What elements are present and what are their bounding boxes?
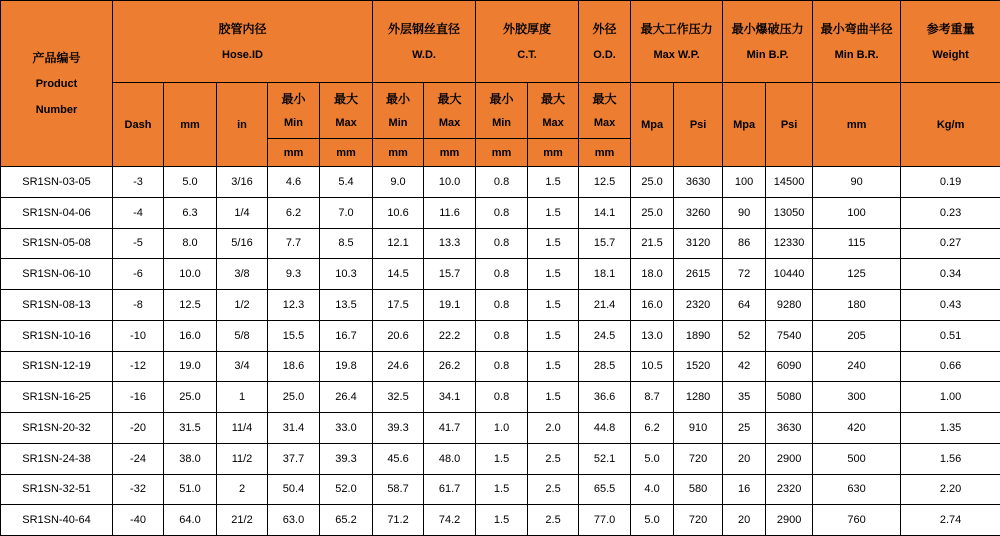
bp-mpa-cell: 25: [723, 413, 766, 444]
id-min-zh: 最小: [281, 91, 306, 106]
wd-min-cell: 58.7: [373, 474, 424, 505]
id-mm-cell: 64.0: [164, 505, 217, 536]
bp-psi-cell: 6090: [766, 351, 813, 382]
ct-max-cell: 1.5: [528, 382, 579, 413]
weight-cell: 1.00: [901, 382, 1000, 413]
id-in-cell: 3/16: [217, 167, 268, 198]
wd-max-cell: 74.2: [424, 505, 476, 536]
ct-max-cell: 2.5: [528, 474, 579, 505]
table-row: [1, 290, 1000, 321]
id-in-cell: 11/2: [217, 443, 268, 474]
wp-psi-cell: 3120: [674, 228, 723, 259]
id-min-cell: 31.4: [268, 413, 320, 444]
od-header-zh: 外径: [592, 21, 617, 36]
id-mm-cell: 16.0: [164, 320, 217, 351]
ct-min-cell: 0.8: [476, 320, 528, 351]
dash-cell: -6: [113, 259, 164, 290]
product-number-cell: SR1SN-32-51: [1, 474, 113, 505]
bp-psi-cell: 10440: [766, 259, 813, 290]
product-number-cell: SR1SN-08-13: [1, 290, 113, 321]
subheader-wd-min: [373, 83, 424, 139]
id-in-cell: 11/4: [217, 413, 268, 444]
product-header-zh: 产品编号: [32, 50, 81, 65]
unit-wd-max-mm: mm: [424, 139, 476, 167]
od-max-cell: 77.0: [579, 505, 631, 536]
bp-psi-cell: 13050: [766, 197, 813, 228]
wp-mpa-cell: 13.0: [631, 320, 674, 351]
ct-header-zh: 外胶厚度: [503, 21, 552, 36]
wd-max-cell: 41.7: [424, 413, 476, 444]
id-max-cell: 65.2: [320, 505, 373, 536]
id-max-en: Max: [335, 116, 357, 129]
ct-max-cell: 1.5: [528, 290, 579, 321]
dash-cell: -3: [113, 167, 164, 198]
od-max-cell: 18.1: [579, 259, 631, 290]
table-row: [1, 413, 1000, 444]
subheader-id-max: [320, 83, 373, 139]
weight-cell: 0.66: [901, 351, 1000, 382]
ct-max-cell: 1.5: [528, 351, 579, 382]
col-header-outer-diameter: [579, 1, 631, 83]
wp-psi-cell: 580: [674, 474, 723, 505]
id-min-cell: 25.0: [268, 382, 320, 413]
wd-max-cell: 11.6: [424, 197, 476, 228]
product-header-en-line1: Product: [35, 77, 78, 90]
wp-psi-cell: 1280: [674, 382, 723, 413]
subheader-br-mm: mm: [813, 83, 901, 167]
weight-cell: 2.20: [901, 474, 1000, 505]
wd-min-cell: 39.3: [373, 413, 424, 444]
bp-mpa-cell: 35: [723, 382, 766, 413]
ct-max-cell: 2.5: [528, 443, 579, 474]
ct-max-zh: 最大: [541, 91, 566, 106]
ct-max-cell: 1.5: [528, 167, 579, 198]
product-number-cell: SR1SN-04-06: [1, 197, 113, 228]
id-in-cell: 1/2: [217, 290, 268, 321]
col-header-cover-thickness: [476, 1, 579, 83]
ct-header-en: C.T.: [517, 48, 537, 61]
ct-min-zh: 最小: [489, 91, 514, 106]
dash-cell: -12: [113, 351, 164, 382]
wd-min-cell: 71.2: [373, 505, 424, 536]
ct-min-cell: 1.5: [476, 474, 528, 505]
od-max-cell: 12.5: [579, 167, 631, 198]
id-in-cell: 21/2: [217, 505, 268, 536]
wp-psi-cell: 720: [674, 443, 723, 474]
id-mm-cell: 19.0: [164, 351, 217, 382]
wp-mpa-cell: 10.5: [631, 351, 674, 382]
min-br-header-zh: 最小弯曲半径: [820, 21, 893, 36]
unit-ct-max-mm: mm: [528, 139, 579, 167]
id-max-cell: 26.4: [320, 382, 373, 413]
min-br-header-en: Min B.R.: [834, 48, 879, 61]
wp-mpa-cell: 5.0: [631, 505, 674, 536]
wp-mpa-cell: 18.0: [631, 259, 674, 290]
id-in-cell: 5/16: [217, 228, 268, 259]
od-max-cell: 36.6: [579, 382, 631, 413]
wp-mpa-cell: 6.2: [631, 413, 674, 444]
id-mm-cell: 10.0: [164, 259, 217, 290]
od-max-en: Max: [593, 116, 616, 129]
id-mm-cell: 25.0: [164, 382, 217, 413]
br-mm-cell: 115: [813, 228, 901, 259]
weight-cell: 0.43: [901, 290, 1000, 321]
ct-max-en: Max: [542, 116, 564, 129]
dash-cell: -10: [113, 320, 164, 351]
wd-max-cell: 19.1: [424, 290, 476, 321]
ct-max-cell: 1.5: [528, 320, 579, 351]
wp-psi-cell: 2615: [674, 259, 723, 290]
table-row: [1, 259, 1000, 290]
wp-psi-cell: 3630: [674, 167, 723, 198]
col-header-weight: [901, 1, 1000, 83]
ct-max-cell: 2.0: [528, 413, 579, 444]
dash-cell: -24: [113, 443, 164, 474]
od-max-cell: 52.1: [579, 443, 631, 474]
unit-ct-min-mm: mm: [476, 139, 528, 167]
id-mm-cell: 38.0: [164, 443, 217, 474]
id-mm-cell: 6.3: [164, 197, 217, 228]
bp-psi-cell: 2320: [766, 474, 813, 505]
table-row: [1, 443, 1000, 474]
wd-max-cell: 15.7: [424, 259, 476, 290]
subheader-dash: Dash: [113, 83, 164, 167]
br-mm-cell: 420: [813, 413, 901, 444]
subheader-id-min: [268, 83, 320, 139]
wp-mpa-cell: 25.0: [631, 197, 674, 228]
min-bp-header-zh: 最小爆破压力: [731, 21, 804, 36]
weight-header-en: Weight: [932, 48, 969, 61]
product-number-cell: SR1SN-06-10: [1, 259, 113, 290]
col-header-product-number: [1, 1, 113, 167]
bp-mpa-cell: 42: [723, 351, 766, 382]
bp-mpa-cell: 20: [723, 505, 766, 536]
hose-id-header-en: Hose.ID: [222, 48, 263, 61]
product-number-cell: SR1SN-40-64: [1, 505, 113, 536]
id-mm-cell: 8.0: [164, 228, 217, 259]
table-row: [1, 351, 1000, 382]
wd-max-cell: 26.2: [424, 351, 476, 382]
id-min-cell: 15.5: [268, 320, 320, 351]
wd-max-cell: 10.0: [424, 167, 476, 198]
id-mm-cell: 31.5: [164, 413, 217, 444]
wd-min-en: Min: [388, 116, 408, 129]
table-body: [1, 167, 1000, 536]
ct-max-cell: 1.5: [528, 197, 579, 228]
br-mm-cell: 180: [813, 290, 901, 321]
min-bp-header-en: Min B.P.: [746, 48, 789, 61]
wd-min-zh: 最小: [386, 91, 411, 106]
wd-min-cell: 24.6: [373, 351, 424, 382]
bp-psi-cell: 7540: [766, 320, 813, 351]
id-max-zh: 最大: [334, 91, 359, 106]
ct-min-cell: 0.8: [476, 382, 528, 413]
dash-cell: -32: [113, 474, 164, 505]
product-number-cell: SR1SN-20-32: [1, 413, 113, 444]
bp-mpa-cell: 52: [723, 320, 766, 351]
bp-psi-cell: 3630: [766, 413, 813, 444]
wd-max-cell: 13.3: [424, 228, 476, 259]
id-min-cell: 63.0: [268, 505, 320, 536]
wd-min-cell: 9.0: [373, 167, 424, 198]
hose-id-header-zh: 胶管内径: [218, 21, 267, 36]
bp-mpa-cell: 72: [723, 259, 766, 290]
id-in-cell: 5/8: [217, 320, 268, 351]
ct-max-cell: 2.5: [528, 505, 579, 536]
wd-min-cell: 20.6: [373, 320, 424, 351]
od-max-cell: 14.1: [579, 197, 631, 228]
id-in-cell: 1: [217, 382, 268, 413]
ct-min-cell: 0.8: [476, 351, 528, 382]
product-number-cell: SR1SN-24-38: [1, 443, 113, 474]
wd-max-cell: 22.2: [424, 320, 476, 351]
id-max-cell: 10.3: [320, 259, 373, 290]
wd-max-en: Max: [438, 116, 461, 129]
ct-min-cell: 1.0: [476, 413, 528, 444]
table-row: [1, 320, 1000, 351]
wd-min-cell: 12.1: [373, 228, 424, 259]
od-header-en: O.D.: [593, 48, 616, 61]
unit-id-min-mm: mm: [268, 139, 320, 167]
id-mm-cell: 5.0: [164, 167, 217, 198]
ct-min-cell: 1.5: [476, 443, 528, 474]
id-max-cell: 16.7: [320, 320, 373, 351]
ct-max-cell: 1.5: [528, 259, 579, 290]
dash-cell: -20: [113, 413, 164, 444]
wd-max-cell: 61.7: [424, 474, 476, 505]
bp-psi-cell: 2900: [766, 443, 813, 474]
od-max-cell: 44.8: [579, 413, 631, 444]
wp-mpa-cell: 16.0: [631, 290, 674, 321]
subheader-weight-kgm: Kg/m: [901, 83, 1000, 167]
id-min-cell: 50.4: [268, 474, 320, 505]
br-mm-cell: 500: [813, 443, 901, 474]
id-max-cell: 19.8: [320, 351, 373, 382]
wp-mpa-cell: 8.7: [631, 382, 674, 413]
id-max-cell: 13.5: [320, 290, 373, 321]
id-in-cell: 3/4: [217, 351, 268, 382]
subheader-ct-min: [476, 83, 528, 139]
weight-cell: 0.19: [901, 167, 1000, 198]
wd-max-zh: 最大: [437, 91, 462, 106]
wd-min-cell: 14.5: [373, 259, 424, 290]
subheader-bp-mpa: Mpa: [723, 83, 766, 167]
wp-mpa-cell: 5.0: [631, 443, 674, 474]
ct-min-cell: 0.8: [476, 167, 528, 198]
col-header-hose-id: [113, 1, 373, 83]
col-header-wire-diameter: [373, 1, 476, 83]
unit-wd-min-mm: mm: [373, 139, 424, 167]
od-max-cell: 65.5: [579, 474, 631, 505]
id-min-cell: 18.6: [268, 351, 320, 382]
bp-psi-cell: 14500: [766, 167, 813, 198]
wp-psi-cell: 3260: [674, 197, 723, 228]
wd-min-cell: 32.5: [373, 382, 424, 413]
subheader-bp-psi: Psi: [766, 83, 813, 167]
bp-mpa-cell: 90: [723, 197, 766, 228]
id-max-cell: 5.4: [320, 167, 373, 198]
id-mm-cell: 12.5: [164, 290, 217, 321]
dash-cell: -5: [113, 228, 164, 259]
br-mm-cell: 205: [813, 320, 901, 351]
table-row: [1, 474, 1000, 505]
id-in-cell: 2: [217, 474, 268, 505]
col-header-max-working-pressure: [631, 1, 723, 83]
bp-psi-cell: 2900: [766, 505, 813, 536]
product-number-cell: SR1SN-03-05: [1, 167, 113, 198]
wp-psi-cell: 720: [674, 505, 723, 536]
wd-min-cell: 10.6: [373, 197, 424, 228]
weight-header-zh: 参考重量: [926, 21, 975, 36]
table-row: [1, 382, 1000, 413]
weight-cell: 0.51: [901, 320, 1000, 351]
id-max-cell: 8.5: [320, 228, 373, 259]
ct-min-en: Min: [492, 116, 512, 129]
ct-min-cell: 0.8: [476, 228, 528, 259]
bp-mpa-cell: 20: [723, 443, 766, 474]
unit-od-max-mm: mm: [579, 139, 631, 167]
id-max-cell: 39.3: [320, 443, 373, 474]
ct-min-cell: 0.8: [476, 197, 528, 228]
wd-min-cell: 17.5: [373, 290, 424, 321]
unit-id-max-mm: mm: [320, 139, 373, 167]
od-max-cell: 21.4: [579, 290, 631, 321]
dash-cell: -40: [113, 505, 164, 536]
max-wp-header-zh: 最大工作压力: [640, 21, 713, 36]
id-in-cell: 3/8: [217, 259, 268, 290]
od-max-cell: 28.5: [579, 351, 631, 382]
wd-header-zh: 外层钢丝直径: [388, 21, 461, 36]
product-number-cell: SR1SN-12-19: [1, 351, 113, 382]
table-row: [1, 228, 1000, 259]
subheader-wd-max: [424, 83, 476, 139]
table-row: [1, 505, 1000, 536]
subheader-wp-mpa: Mpa: [631, 83, 674, 167]
wp-mpa-cell: 25.0: [631, 167, 674, 198]
product-number-cell: SR1SN-16-25: [1, 382, 113, 413]
wd-header-en: W.D.: [412, 48, 436, 61]
table-row: [1, 167, 1000, 198]
id-min-cell: 4.6: [268, 167, 320, 198]
br-mm-cell: 125: [813, 259, 901, 290]
id-mm-cell: 51.0: [164, 474, 217, 505]
max-wp-header-en: Max W.P.: [653, 48, 700, 61]
br-mm-cell: 240: [813, 351, 901, 382]
subheader-id-in: in: [217, 83, 268, 167]
bp-psi-cell: 12330: [766, 228, 813, 259]
subheader-od-max: [579, 83, 631, 139]
id-min-cell: 37.7: [268, 443, 320, 474]
bp-psi-cell: 9280: [766, 290, 813, 321]
id-max-cell: 33.0: [320, 413, 373, 444]
br-mm-cell: 90: [813, 167, 901, 198]
subheader-wp-psi: Psi: [674, 83, 723, 167]
weight-cell: 0.23: [901, 197, 1000, 228]
id-min-en: Min: [284, 116, 303, 129]
bp-mpa-cell: 64: [723, 290, 766, 321]
od-max-cell: 24.5: [579, 320, 631, 351]
weight-cell: 0.27: [901, 228, 1000, 259]
ct-min-cell: 0.8: [476, 259, 528, 290]
wp-psi-cell: 1520: [674, 351, 723, 382]
br-mm-cell: 760: [813, 505, 901, 536]
table-header: [1, 1, 1000, 167]
id-min-cell: 9.3: [268, 259, 320, 290]
dash-cell: -16: [113, 382, 164, 413]
wd-max-cell: 34.1: [424, 382, 476, 413]
id-max-cell: 7.0: [320, 197, 373, 228]
product-header-en-line2: Number: [35, 103, 78, 116]
subheader-id-mm: mm: [164, 83, 217, 167]
wd-max-cell: 48.0: [424, 443, 476, 474]
subheader-ct-max: [528, 83, 579, 139]
dash-cell: -8: [113, 290, 164, 321]
weight-cell: 1.56: [901, 443, 1000, 474]
col-header-min-burst-pressure: [723, 1, 813, 83]
ct-min-cell: 0.8: [476, 290, 528, 321]
wd-min-cell: 45.6: [373, 443, 424, 474]
product-number-cell: SR1SN-05-08: [1, 228, 113, 259]
ct-min-cell: 1.5: [476, 505, 528, 536]
wp-psi-cell: 1890: [674, 320, 723, 351]
id-min-cell: 12.3: [268, 290, 320, 321]
bp-mpa-cell: 16: [723, 474, 766, 505]
weight-cell: 1.35: [901, 413, 1000, 444]
bp-mpa-cell: 100: [723, 167, 766, 198]
wp-mpa-cell: 21.5: [631, 228, 674, 259]
id-max-cell: 52.0: [320, 474, 373, 505]
table-row: [1, 197, 1000, 228]
wp-psi-cell: 2320: [674, 290, 723, 321]
id-min-cell: 6.2: [268, 197, 320, 228]
wp-mpa-cell: 4.0: [631, 474, 674, 505]
br-mm-cell: 630: [813, 474, 901, 505]
wp-psi-cell: 910: [674, 413, 723, 444]
bp-mpa-cell: 86: [723, 228, 766, 259]
dash-cell: -4: [113, 197, 164, 228]
bp-psi-cell: 5080: [766, 382, 813, 413]
weight-cell: 2.74: [901, 505, 1000, 536]
col-header-min-bend-radius: [813, 1, 901, 83]
ct-max-cell: 1.5: [528, 228, 579, 259]
od-max-zh: 最大: [592, 91, 617, 106]
weight-cell: 0.34: [901, 259, 1000, 290]
br-mm-cell: 300: [813, 382, 901, 413]
product-number-cell: SR1SN-10-16: [1, 320, 113, 351]
id-in-cell: 1/4: [217, 197, 268, 228]
od-max-cell: 15.7: [579, 228, 631, 259]
id-min-cell: 7.7: [268, 228, 320, 259]
br-mm-cell: 100: [813, 197, 901, 228]
